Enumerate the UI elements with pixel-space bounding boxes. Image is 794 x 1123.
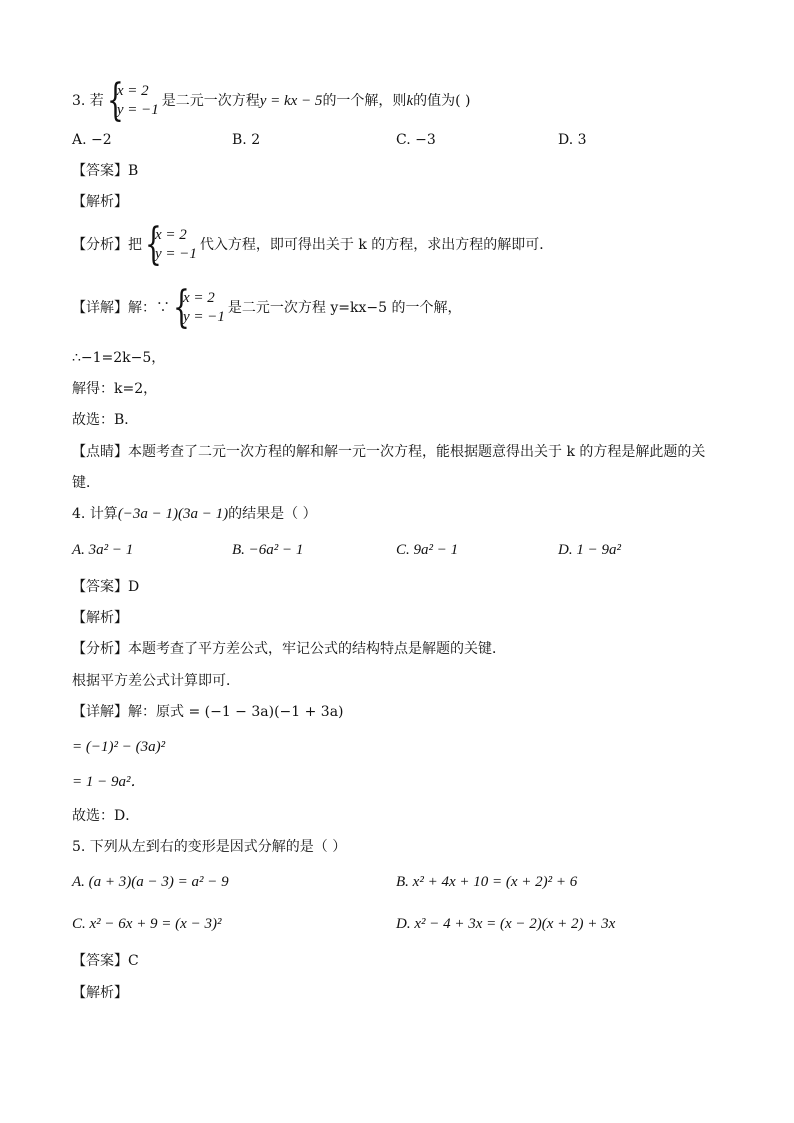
q5-stem: 5. 下列从左到右的变形是因式分解的是（ ） (72, 839, 347, 855)
q4-option-c: C. 9a² − 1 (396, 542, 459, 558)
q3-system: { x = 2 y = −1 (106, 75, 159, 126)
q3-equation: y = kx − 5 (259, 93, 323, 109)
q4-option-d: D. 1 − 9a² (558, 542, 621, 558)
q5-analysis-heading: 【解析】 (72, 985, 128, 1001)
q4-step-1: = (−1)² − (3a)² (72, 739, 166, 755)
q3-step-2: 解得：k=2， (72, 381, 158, 397)
q3-xiangjie: 【详解】解：∵ { x = 2 y = −1 是二元一次方程 y=kx−5 的一个解， (72, 282, 462, 333)
q4-analysis-heading: 【解析】 (72, 610, 128, 626)
q4-step-3: 故选：D． (72, 808, 140, 824)
q3-option-a: A. −2 (72, 132, 112, 148)
q3-dianjing-cont: 键． (72, 475, 100, 491)
q4-step-2: = 1 − 9a²． (72, 774, 146, 790)
q3-analysis-heading: 【解析】 (72, 194, 128, 210)
q4-answer: 【答案】D (72, 579, 140, 595)
q3-option-c: C. −3 (396, 132, 436, 148)
q3-answer: 【答案】B (72, 163, 139, 179)
q5-option-a: A. (a + 3)(a − 3) = a² − 9 (72, 874, 229, 890)
q3-dianjing: 【点睛】本题考查了二元一次方程的解和解一元一次方程，能根据题意得出关于 k 的方程是解此题的关 (72, 444, 706, 460)
q4-stem: 4. 计算(−3a − 1)(3a − 1)的结果是（ ） (72, 506, 317, 522)
q3-stem: 3. 若 { x = 2 y = −1 是二元一次方程y = kx − 5的一个解，则k的值为( ) (72, 75, 471, 126)
q4-expression: (−3a − 1)(3a − 1) (117, 506, 229, 522)
q3-fenxi: 【分析】把 { x = 2 y = −1 代入方程，即可得出关于 k 的方程，求出方程的解即可． (72, 219, 554, 270)
q4-basis: 根据平方差公式计算即可． (72, 673, 240, 689)
q5-option-b: B. x² + 4x + 10 = (x + 2)² + 6 (396, 874, 578, 890)
q3-number: 3. 若 (72, 93, 104, 109)
q4-fenxi: 【分析】本题考查了平方差公式，牢记公式的结构特点是解题的关键． (72, 641, 506, 657)
q5-answer: 【答案】C (72, 953, 139, 969)
q3-option-d: D. 3 (558, 132, 587, 148)
q4-option-b: B. −6a² − 1 (232, 542, 304, 558)
q3-step-3: 故选：B． (72, 412, 139, 428)
q4-option-a: A. 3a² − 1 (72, 542, 134, 558)
q4-xiangjie: 【详解】解：原式 = (−1 − 3a)(−1 + 3a) (72, 704, 344, 720)
q3-option-b: B. 2 (232, 132, 261, 148)
q3-step-1: ∴−1=2k−5， (72, 350, 166, 366)
q5-option-d: D. x² − 4 + 3x = (x − 2)(x + 2) + 3x (396, 916, 616, 932)
q5-option-c: C. x² − 6x + 9 = (x − 3)² (72, 916, 222, 932)
